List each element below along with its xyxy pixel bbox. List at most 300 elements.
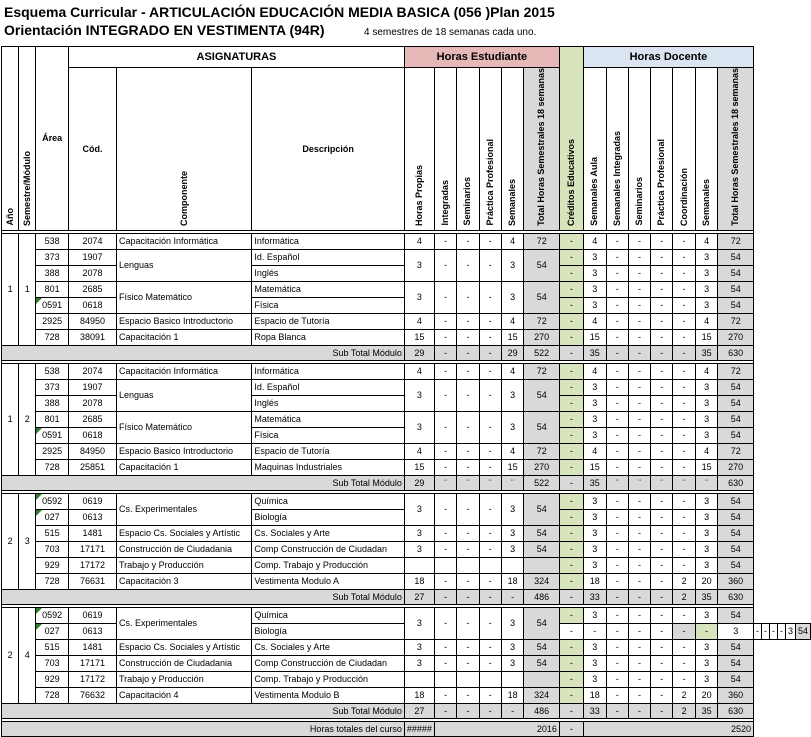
doc-cell: 54 <box>718 493 754 509</box>
area-cell: 373 <box>36 379 69 395</box>
doc-cell: 3 <box>695 395 718 411</box>
table-row <box>2 607 811 623</box>
subtotal-creditos-cell: - <box>559 475 583 490</box>
cod-cell: 1907 <box>68 249 116 265</box>
doc-cell: - <box>606 427 628 443</box>
est-cell: - <box>559 623 583 639</box>
est-cell: 3 <box>501 249 524 281</box>
doc-cell: 54 <box>718 427 754 443</box>
header-doc-col: Coordinación <box>673 68 695 231</box>
doc-cell: - <box>673 427 695 443</box>
doc-cell: - <box>628 687 650 703</box>
creditos-cell: - <box>559 655 583 671</box>
cod-cell: 17171 <box>68 541 116 557</box>
descripcion-cell: Matemática <box>252 281 405 297</box>
doc-cell: 54 <box>718 379 754 395</box>
doc-cell: - <box>673 541 695 557</box>
est-cell: - <box>434 281 456 313</box>
componente-cell: Trabajo y Producción <box>116 671 251 687</box>
est-cell: - <box>651 623 673 639</box>
area-cell: 0592 <box>36 607 69 623</box>
est-cell <box>479 671 501 687</box>
doc-cell: 72 <box>718 443 754 459</box>
est-cell: 3 <box>404 639 434 655</box>
doc-cell: 54 <box>718 265 754 281</box>
est-cell: - <box>628 623 650 639</box>
doc-cell: 72 <box>718 313 754 329</box>
creditos-cell: - <box>695 623 718 639</box>
doc-cell: - <box>651 671 673 687</box>
doc-cell: 270 <box>718 329 754 345</box>
doc-cell: - <box>753 623 761 639</box>
doc-cell: - <box>651 297 673 313</box>
doc-cell: - <box>628 363 650 379</box>
descripcion-cell: Química <box>252 607 405 623</box>
area-cell: 538 <box>36 363 69 379</box>
subtotal-est-cell: 486 <box>524 589 559 604</box>
doc-cell: 54 <box>718 509 754 525</box>
subtotal-est-cell: - <box>479 345 501 360</box>
subtotal-doc-cell: - <box>606 589 628 604</box>
doc-cell: 3 <box>583 493 606 509</box>
subtotal-est-cell: 29 <box>404 345 434 360</box>
creditos-cell: - <box>559 687 583 703</box>
doc-cell: - <box>673 671 695 687</box>
descripcion-cell: Informática <box>252 233 405 249</box>
componente-cell: Capacitación 1 <box>116 329 251 345</box>
doc-cell: 3 <box>695 639 718 655</box>
doc-cell: 2 <box>673 687 695 703</box>
doc-cell: - <box>673 281 695 297</box>
subtotal-doc-cell: 2 <box>673 589 695 604</box>
anio-cell: 1 <box>2 363 19 475</box>
est-cell: - <box>434 329 456 345</box>
subtotal-est-cell: - <box>479 589 501 604</box>
est-cell <box>501 671 524 687</box>
doc-cell: - <box>651 655 673 671</box>
totals-creditos: - <box>559 721 583 736</box>
doc-cell: 4 <box>695 443 718 459</box>
header-doc-col: Semanales Integradas <box>606 68 628 231</box>
semestre-cell: 4 <box>19 607 36 703</box>
doc-cell: - <box>628 573 650 589</box>
est-cell <box>479 557 501 573</box>
doc-cell: - <box>777 623 785 639</box>
subtotal-doc-cell: 630 <box>718 475 754 490</box>
doc-cell: 3 <box>695 607 718 623</box>
doc-cell: - <box>628 525 650 541</box>
doc-cell: 54 <box>718 297 754 313</box>
est-cell: 324 <box>524 573 559 589</box>
doc-cell: - <box>628 395 650 411</box>
creditos-cell: - <box>559 509 583 525</box>
est-cell: - <box>479 607 501 639</box>
area-cell: 388 <box>36 395 69 411</box>
table-row <box>2 655 811 671</box>
descripcion-cell: Biología <box>252 623 405 639</box>
header-est-col: Seminarios <box>457 68 479 231</box>
doc-cell: - <box>628 493 650 509</box>
doc-cell: 4 <box>695 233 718 249</box>
creditos-cell: - <box>559 297 583 313</box>
area-cell: 728 <box>36 329 69 345</box>
doc-cell: - <box>651 573 673 589</box>
est-cell: 3 <box>404 541 434 557</box>
table-row <box>2 557 811 573</box>
creditos-cell: - <box>559 639 583 655</box>
est-cell: - <box>479 525 501 541</box>
doc-cell: - <box>628 411 650 427</box>
est-cell: 270 <box>524 459 559 475</box>
doc-cell: - <box>651 427 673 443</box>
doc-cell: 270 <box>718 459 754 475</box>
table-row <box>2 363 811 379</box>
subtotal-est-cell: - <box>479 703 501 718</box>
doc-cell: 18 <box>583 687 606 703</box>
area-cell: 388 <box>36 265 69 281</box>
doc-cell: 20 <box>695 687 718 703</box>
header-est-col: Semanales <box>501 68 524 231</box>
componente-cell: Cs. Experimentales <box>116 493 251 525</box>
table-row <box>2 281 811 297</box>
area-cell: 929 <box>36 671 69 687</box>
doc-cell: 3 <box>583 655 606 671</box>
area-cell: 703 <box>36 655 69 671</box>
creditos-cell: - <box>559 459 583 475</box>
doc-cell: 3 <box>718 623 754 639</box>
header-est-col: Horas Propias <box>404 68 434 231</box>
area-cell: 728 <box>36 687 69 703</box>
semestre-cell: 2 <box>19 363 36 475</box>
est-cell: - <box>434 233 456 249</box>
doc-cell: 3 <box>583 541 606 557</box>
header-area: Área <box>36 47 69 231</box>
curriculum-table <box>1 46 811 737</box>
table-row <box>2 379 811 395</box>
area-cell: 0591 <box>36 297 69 313</box>
table-row <box>2 573 811 589</box>
doc-cell: - <box>606 233 628 249</box>
est-cell: 54 <box>524 525 559 541</box>
doc-cell: - <box>673 411 695 427</box>
est-cell: 3 <box>404 525 434 541</box>
doc-cell: 3 <box>695 541 718 557</box>
subtotal-creditos-cell: - <box>559 345 583 360</box>
table-row <box>2 687 811 703</box>
doc-cell: - <box>673 297 695 313</box>
est-cell: - <box>479 639 501 655</box>
doc-cell: - <box>673 265 695 281</box>
doc-cell: - <box>651 639 673 655</box>
est-cell: - <box>479 655 501 671</box>
est-cell: 18 <box>404 573 434 589</box>
doc-cell: 3 <box>695 411 718 427</box>
table-row <box>2 639 811 655</box>
creditos-cell: - <box>559 233 583 249</box>
subtotal-label: Sub Total Módulo <box>2 703 405 718</box>
doc-cell: - <box>628 329 650 345</box>
doc-cell: - <box>606 249 628 265</box>
est-cell: 3 <box>404 411 434 443</box>
cod-cell: 17171 <box>68 655 116 671</box>
subtotal-label: Sub Total Módulo <box>2 345 405 360</box>
est-cell: - <box>479 443 501 459</box>
subtotal-doc-cell: - <box>673 345 695 360</box>
est-cell: - <box>479 411 501 443</box>
doc-cell: - <box>606 541 628 557</box>
doc-cell: - <box>651 265 673 281</box>
doc-cell: - <box>628 655 650 671</box>
subtotal-est-cell: - <box>434 345 456 360</box>
subtotal-doc-cell: 35 <box>695 703 718 718</box>
est-cell: - <box>479 363 501 379</box>
table-row <box>2 313 811 329</box>
est-cell: - <box>457 525 479 541</box>
est-cell: - <box>434 249 456 281</box>
cod-cell: 2078 <box>68 265 116 281</box>
area-cell: 801 <box>36 281 69 297</box>
subtotal-row <box>2 345 811 360</box>
est-cell <box>524 557 559 573</box>
est-cell: 4 <box>404 363 434 379</box>
creditos-cell: - <box>559 281 583 297</box>
doc-cell: 3 <box>583 607 606 623</box>
est-cell: 3 <box>501 541 524 557</box>
creditos-cell: - <box>559 671 583 687</box>
est-cell: 54 <box>524 541 559 557</box>
est-cell: - <box>457 655 479 671</box>
table-row <box>2 525 811 541</box>
est-cell: 324 <box>524 687 559 703</box>
header-est-col: Integradas <box>434 68 456 231</box>
componente-cell: Cs. Experimentales <box>116 607 251 639</box>
doc-cell: 54 <box>718 557 754 573</box>
est-cell: - <box>434 411 456 443</box>
subtotal-doc-cell: 35 <box>583 475 606 490</box>
doc-cell: 54 <box>718 249 754 265</box>
doc-cell: 3 <box>583 427 606 443</box>
doc-cell: 3 <box>785 623 795 639</box>
componente-cell: Capacitación Informática <box>116 233 251 249</box>
doc-cell: 54 <box>718 411 754 427</box>
doc-cell: 54 <box>795 623 810 639</box>
creditos-cell: - <box>559 493 583 509</box>
subtotal-label: Sub Total Módulo <box>2 475 405 490</box>
est-cell: 3 <box>404 379 434 411</box>
doc-cell: 72 <box>718 363 754 379</box>
doc-cell: - <box>606 655 628 671</box>
subtotal-est-cell: 27 <box>404 703 434 718</box>
est-cell: - <box>434 379 456 411</box>
subtotal-row <box>2 589 811 604</box>
header-cod: Cód. <box>68 68 116 231</box>
doc-cell: - <box>606 313 628 329</box>
est-cell <box>457 557 479 573</box>
doc-cell: 3 <box>695 557 718 573</box>
est-cell: - <box>479 493 501 525</box>
area-cell: 2925 <box>36 443 69 459</box>
doc-cell: - <box>628 281 650 297</box>
doc-cell: 15 <box>583 329 606 345</box>
doc-cell: 3 <box>695 655 718 671</box>
componente-cell: Capacitación 3 <box>116 573 251 589</box>
doc-cell: 3 <box>583 297 606 313</box>
est-cell: - <box>434 541 456 557</box>
componente-cell: Espacio Basico Introductorio <box>116 443 251 459</box>
componente-cell: Lenguas <box>116 249 251 281</box>
doc-cell: 4 <box>583 313 606 329</box>
subtotal-est-cell: - <box>457 589 479 604</box>
cod-cell: 38091 <box>68 329 116 345</box>
creditos-cell: - <box>559 525 583 541</box>
descripcion-cell: Comp Construcción de Ciudadan <box>252 655 405 671</box>
header-doc-col: Práctica Profesional <box>651 68 673 231</box>
descripcion-cell: Espacio de Tutoría <box>252 313 405 329</box>
doc-cell: 15 <box>583 459 606 475</box>
doc-cell: 4 <box>695 313 718 329</box>
cod-cell: 84950 <box>68 313 116 329</box>
doc-cell: - <box>606 493 628 509</box>
doc-cell: 3 <box>583 557 606 573</box>
est-cell: 3 <box>501 493 524 525</box>
descripcion-cell: Espacio de Tutoría <box>252 443 405 459</box>
subtotal-est-cell: - <box>434 589 456 604</box>
est-cell: - <box>479 379 501 411</box>
doc-cell: 3 <box>583 411 606 427</box>
doc-cell: - <box>606 329 628 345</box>
subtotal-doc-cell: 33 <box>583 703 606 718</box>
est-cell: - <box>434 607 456 639</box>
doc-cell: - <box>651 363 673 379</box>
subtotal-row <box>2 703 811 718</box>
descripcion-cell: Matemática <box>252 411 405 427</box>
doc-cell: 3 <box>583 671 606 687</box>
doc-cell: - <box>606 363 628 379</box>
est-cell: - <box>457 233 479 249</box>
descripcion-cell: Cs. Sociales y Arte <box>252 639 405 655</box>
est-cell: - <box>479 329 501 345</box>
doc-cell: - <box>606 379 628 395</box>
doc-cell: 15 <box>695 459 718 475</box>
est-cell: - <box>457 493 479 525</box>
doc-cell: 4 <box>695 363 718 379</box>
cod-cell: 1481 <box>68 639 116 655</box>
est-cell: 3 <box>404 281 434 313</box>
creditos-cell: - <box>559 395 583 411</box>
est-cell: - <box>457 379 479 411</box>
subtotal-est-cell: - <box>434 703 456 718</box>
est-cell: 18 <box>404 687 434 703</box>
doc-cell: - <box>628 427 650 443</box>
est-cell: 54 <box>524 411 559 443</box>
est-cell: - <box>457 313 479 329</box>
creditos-cell: - <box>559 427 583 443</box>
creditos-cell: - <box>559 443 583 459</box>
doc-cell: - <box>606 639 628 655</box>
doc-cell: - <box>651 687 673 703</box>
doc-cell: - <box>606 281 628 297</box>
doc-cell: - <box>651 509 673 525</box>
est-cell: 270 <box>524 329 559 345</box>
cod-cell: 2685 <box>68 281 116 297</box>
descripcion-cell: Comp Construcción de Ciudadan <box>252 541 405 557</box>
doc-cell: - <box>673 525 695 541</box>
componente-cell: Capacitación 4 <box>116 687 251 703</box>
doc-cell: - <box>651 233 673 249</box>
doc-cell: 3 <box>583 639 606 655</box>
cod-cell: 84950 <box>68 443 116 459</box>
doc-cell: - <box>651 281 673 297</box>
doc-cell: - <box>651 249 673 265</box>
anio-cell: 2 <box>2 607 19 703</box>
table-row <box>2 411 811 427</box>
subtotal-doc-cell: - <box>651 345 673 360</box>
subtotal-doc-cell: - <box>651 703 673 718</box>
subtotal-doc-cell: ¨ <box>628 475 650 490</box>
totals-label: Horas totales del curso <box>2 721 405 736</box>
doc-cell: 3 <box>695 265 718 281</box>
doc-cell: 3 <box>583 249 606 265</box>
creditos-cell: - <box>559 573 583 589</box>
creditos-cell: - <box>559 313 583 329</box>
table-row <box>2 249 811 265</box>
componente-cell: Capacitación 1 <box>116 459 251 475</box>
est-cell: 3 <box>501 607 524 639</box>
cod-cell: 17172 <box>68 557 116 573</box>
est-cell: 15 <box>501 329 524 345</box>
est-cell: - <box>479 573 501 589</box>
area-cell: 2925 <box>36 313 69 329</box>
doc-cell: 54 <box>718 655 754 671</box>
subtotal-est-cell: ¨ <box>434 475 456 490</box>
table-row <box>2 329 811 345</box>
doc-cell: 360 <box>718 687 754 703</box>
doc-cell: 360 <box>718 573 754 589</box>
doc-cell: 3 <box>695 281 718 297</box>
est-cell <box>524 671 559 687</box>
header-horas-docente: Horas Docente <box>583 47 753 68</box>
subtotal-doc-cell: 630 <box>718 703 754 718</box>
est-cell: - <box>457 639 479 655</box>
doc-cell: - <box>606 265 628 281</box>
cod-cell: 2685 <box>68 411 116 427</box>
doc-cell: - <box>673 509 695 525</box>
header-semestre: Semestre/Módulo <box>19 47 36 231</box>
componente-cell: Espacio Basico Introductorio <box>116 313 251 329</box>
doc-cell: - <box>606 297 628 313</box>
area-cell: 538 <box>36 233 69 249</box>
doc-cell: - <box>628 297 650 313</box>
header-descripcion: Descripción <box>252 68 405 231</box>
subtotal-doc-cell: ¨ <box>695 475 718 490</box>
table-row <box>2 493 811 509</box>
doc-cell: 4 <box>583 363 606 379</box>
descripcion-cell: Maquinas Industriales <box>252 459 405 475</box>
subtotal-label: Sub Total Módulo <box>2 589 405 604</box>
header-anio: Año <box>2 47 19 231</box>
doc-cell: 20 <box>695 573 718 589</box>
est-cell <box>434 557 456 573</box>
doc-cell: - <box>673 493 695 509</box>
est-cell: 3 <box>404 655 434 671</box>
doc-cell: - <box>628 443 650 459</box>
cod-cell: 1481 <box>68 525 116 541</box>
cod-cell: 76631 <box>68 573 116 589</box>
subtotal-est-cell: 522 <box>524 475 559 490</box>
subtotal-creditos-cell: - <box>559 589 583 604</box>
table-row <box>2 233 811 249</box>
descripcion-cell: Física <box>252 297 405 313</box>
